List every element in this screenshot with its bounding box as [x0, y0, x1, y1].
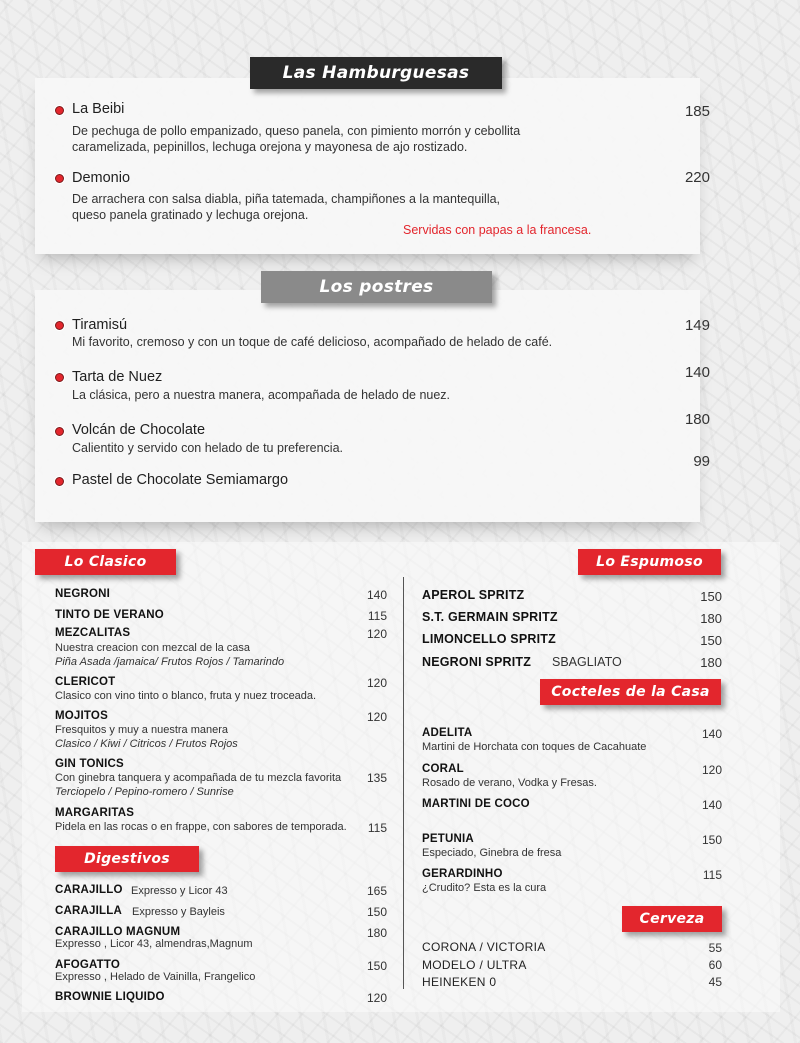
clasico-name-clericot: CLERICOT [55, 676, 116, 688]
coctel-name-martini-coco: MARTINI DE COCO [422, 798, 530, 810]
digestivo-name-brownie: BROWNIE LIQUIDO [55, 991, 165, 1003]
coctel-desc-petunia: Especiado, Ginebra de fresa [422, 847, 562, 859]
clasico-name-mezcalitas: MEZCALITAS [55, 627, 131, 639]
dessert-price-pastel: 99 [693, 453, 710, 470]
digestivo-name-carajilla: CARAJILLA [55, 905, 122, 917]
espumoso-price-negroni-spritz: 180 [700, 655, 722, 670]
column-divider [403, 577, 404, 989]
coctel-desc-gerardinho: ¿Crudito? Esta es la cura [422, 882, 547, 894]
coctel-price-gerardinho: 115 [702, 868, 722, 882]
bullet-icon [55, 427, 64, 436]
espumoso-price-aperol: 150 [700, 589, 722, 604]
espumoso-price-st-germain: 180 [700, 611, 722, 626]
coctel-name-petunia: PETUNIA [422, 833, 474, 845]
coctel-price-petunia: 150 [701, 833, 722, 847]
clasico-price-margaritas: 115 [367, 821, 387, 835]
coctel-name-gerardinho: GERARDINHO [422, 868, 503, 880]
cerveza-name-modelo: MODELO / ULTRA [422, 958, 527, 972]
bullet-icon [55, 321, 64, 330]
clasico-name-tinto: TINTO DE VERANO [55, 609, 164, 621]
bullet-icon [55, 477, 64, 486]
clasico-price-mojitos: 120 [366, 710, 387, 724]
coctel-desc-coral: Rosado de verano, Vodka y Fresas. [422, 777, 597, 789]
espumoso-name-st-germain: S.T. GERMAIN SPRITZ [422, 610, 558, 624]
burger-desc-la-beibi-line2: caramelizada, pepinillos, lechuga orejona y mayonesa de ajo rostizado. [72, 140, 468, 154]
espumoso-name-aperol: APEROL SPRITZ [422, 588, 525, 602]
coctel-name-coral: CORAL [422, 763, 464, 775]
clasico-sub-mojitos: Clasico / Kiwi / Citricos / Frutos Rojos [55, 738, 238, 750]
cerveza-name-heineken: HEINEKEN 0 [422, 975, 497, 989]
cerveza-title: Cerveza [622, 906, 722, 932]
clasico-name-margaritas: MARGARITAS [55, 807, 135, 819]
burgers-title: Las Hamburguesas [250, 57, 502, 89]
coctel-desc-adelita: Martini de Horchata con toques de Cacahuate [422, 741, 647, 753]
clasico-desc-mezcalitas: Nuestra creacion con mezcal de la casa [55, 642, 251, 654]
digestivo-desc-carajillo-magnum: Expresso , Licor 43, almendras,Magnum [55, 938, 253, 950]
bullet-icon [55, 373, 64, 382]
digestivo-extra-carajillo: Expresso y Licor 43 [131, 885, 228, 897]
clasico-desc-clericot: Clasico con vino tinto o blanco, fruta y nuez troceada. [55, 690, 317, 702]
cocteles-title: Cocteles de la Casa [540, 679, 721, 705]
clasico-sub-mezcalitas: Piña Asada /jamaica/ Frutos Rojos / Tamarindo [55, 656, 285, 668]
digestivo-price-afogatto: 150 [366, 959, 387, 973]
clasico-price-mezcalitas: 120 [366, 627, 387, 641]
clasico-price-negroni: 140 [366, 588, 387, 602]
espumoso-price-limoncello: 150 [700, 633, 722, 648]
clasico-price-tinto: 115 [367, 609, 387, 623]
bullet-icon [55, 174, 64, 183]
clasico-name-mojitos: MOJITOS [55, 710, 108, 722]
digestivo-name-carajillo-magnum: CARAJILLO MAGNUM [55, 926, 181, 938]
bullet-icon [55, 106, 64, 115]
dessert-price-tarta-de-nuez: 140 [684, 364, 710, 381]
dessert-name-tiramisu: Tiramisú [72, 317, 128, 333]
digestivo-extra-carajilla: Expresso y Bayleis [132, 906, 225, 918]
burger-name-demonio: Demonio [72, 170, 131, 186]
digestivos-title: Digestivos [55, 846, 199, 872]
clasico-price-gin-tonics: 135 [366, 771, 387, 785]
dessert-price-volcan: 180 [684, 411, 710, 428]
cerveza-price-heineken: 45 [708, 975, 722, 989]
espumoso-extra-sbagliato: SBAGLIATO [552, 655, 622, 669]
dessert-name-volcan: Volcán de Chocolate [72, 422, 206, 438]
burger-desc-demonio-line1: De arrachera con salsa diabla, piña tatemada, champiñones a la mantequilla, [72, 192, 501, 206]
clasico-sub-gin-tonics: Terciopelo / Pepino-romero / Sunrise [55, 786, 234, 798]
digestivo-desc-afogatto: Expresso , Helado de Vainilla, Frangelico [55, 971, 256, 983]
burger-price-la-beibi: 185 [684, 103, 710, 120]
espumoso-name-limoncello: LIMONCELLO SPRITZ [422, 632, 556, 646]
digestivo-price-carajillo-magnum: 180 [366, 926, 387, 940]
digestivo-name-carajillo: CARAJILLO [55, 884, 123, 896]
burgers-note: Servidas con papas a la francesa. [403, 223, 592, 237]
clasico-price-clericot: 120 [366, 676, 387, 690]
burger-desc-la-beibi-line1: De pechuga de pollo empanizado, queso panela, con pimiento morrón y cebollita [72, 124, 521, 138]
coctel-name-adelita: ADELITA [422, 727, 473, 739]
espumoso-name-negroni-spritz: NEGRONI SPRITZ [422, 655, 532, 669]
dessert-name-pastel: Pastel de Chocolate Semiamargo [72, 472, 289, 488]
dessert-name-tarta-de-nuez: Tarta de Nuez [72, 369, 163, 385]
digestivo-price-carajilla: 150 [366, 905, 387, 919]
cerveza-price-corona: 55 [708, 941, 722, 955]
dessert-desc-tiramisu: Mi favorito, cremoso y con un toque de café delicioso, acompañado de helado de café. [72, 335, 553, 349]
dessert-desc-volcan: Calientito y servido con helado de tu preferencia. [72, 441, 343, 455]
burgers-card [35, 78, 700, 254]
burger-desc-demonio-line2: queso panela gratinado y lechuga orejona. [72, 208, 309, 222]
clasico-name-gin-tonics: GIN TONICS [55, 758, 124, 770]
coctel-price-coral: 120 [701, 763, 722, 777]
clasico-name-negroni: NEGRONI [55, 588, 111, 600]
dessert-price-tiramisu: 149 [684, 317, 710, 334]
burger-price-demonio: 220 [684, 169, 710, 186]
dessert-desc-tarta-de-nuez: La clásica, pero a nuestra manera, acompañada de helado de nuez. [72, 388, 451, 402]
cerveza-name-corona: CORONA / VICTORIA [422, 940, 546, 954]
digestivo-name-afogatto: AFOGATTO [55, 959, 121, 971]
burger-name-la-beibi: La Beibi [72, 101, 125, 117]
clasico-desc-mojitos: Fresquitos y muy a nuestra manera [55, 724, 229, 736]
clasico-desc-gin-tonics: Con ginebra tanquera y acompañada de tu mezcla favorita [55, 772, 342, 784]
coctel-price-adelita: 140 [701, 727, 722, 741]
cerveza-price-modelo: 60 [708, 958, 722, 972]
digestivo-price-brownie: 120 [366, 991, 387, 1005]
espumoso-title: Lo Espumoso [578, 549, 721, 575]
clasico-title: Lo Clasico [35, 549, 176, 575]
digestivo-price-carajillo: 165 [366, 884, 387, 898]
clasico-desc-margaritas: Pidela en las rocas o en frappe, con sabores de temporada. [55, 821, 347, 833]
coctel-price-martini-coco: 140 [701, 798, 722, 812]
desserts-title: Los postres [261, 271, 492, 303]
